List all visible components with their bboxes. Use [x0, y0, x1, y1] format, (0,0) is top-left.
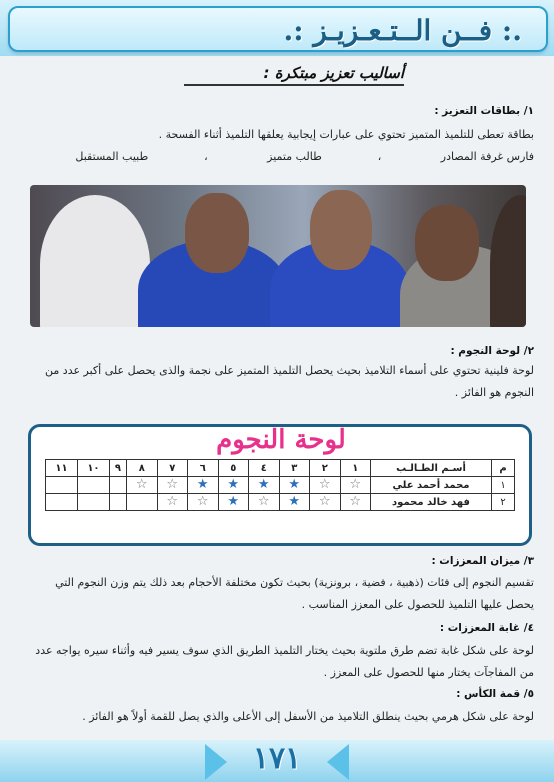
- page-arrow-left-icon: [205, 744, 227, 780]
- child-figure: [490, 195, 526, 327]
- section-2-line-1: لوحة فلينية تحتوي على أسماء التلاميذ بحيث يحصل التلميذ المتميز على نجمة والذى يحصل على أكبر عدد من: [45, 364, 534, 377]
- heading-underline: [184, 84, 404, 86]
- col-header-day: ٢: [310, 460, 341, 477]
- star-cell: [157, 477, 188, 494]
- star-outline-icon: ☆: [166, 494, 179, 509]
- section-1-text: [20, 124, 534, 168]
- star-cell: [46, 477, 78, 494]
- star-filled-icon: ★: [227, 477, 240, 492]
- col-header-name: أسـم الطـالـب: [371, 460, 492, 477]
- star-cell: [188, 494, 219, 511]
- table-row: [46, 494, 515, 511]
- section-2-heading: ٢/ لوحة النجوم :: [450, 345, 534, 357]
- star-outline-icon: ☆: [166, 477, 179, 492]
- star-cell: [218, 477, 249, 494]
- child-face: [185, 193, 249, 273]
- star-filled-icon: ★: [227, 494, 240, 509]
- table-row: [46, 477, 515, 494]
- section-3-line-1: تقسيم النجوم إلى فئات (ذهبية ، فضية ، برونزية) بحيث تكون مختلفة الأحجام بعد ذلك يتم وزن النجوم التي: [55, 576, 534, 589]
- row-num: ٢: [492, 494, 515, 511]
- star-cell: [218, 494, 249, 511]
- col-header-day: ٤: [249, 460, 280, 477]
- star-cell: [279, 477, 310, 494]
- col-header-day: ١١: [46, 460, 78, 477]
- col-header-day: ٩: [109, 460, 126, 477]
- section-3-text: [20, 572, 534, 616]
- col-header-day: ١: [340, 460, 371, 477]
- page-title: .: فــن الــتـعـزيـز :.: [283, 14, 522, 47]
- student-name: محمد أحمد علي: [371, 477, 492, 494]
- star-filled-icon: ★: [288, 477, 301, 492]
- section-3-heading: ٣/ ميزان المعززات :: [431, 555, 534, 567]
- star-cell: [109, 477, 126, 494]
- star-board-title: لوحة النجوم: [216, 425, 346, 455]
- star-cell: [310, 477, 341, 494]
- star-cell: [310, 494, 341, 511]
- col-header-day: ١٠: [78, 460, 110, 477]
- student-name: فهد خالد محمود: [371, 494, 492, 511]
- col-header-num: م: [492, 460, 515, 477]
- col-header-day: ٧: [157, 460, 188, 477]
- child-face: [415, 205, 479, 281]
- star-outline-icon: ☆: [257, 494, 270, 509]
- header-frame: [8, 6, 548, 52]
- star-filled-icon: ★: [196, 477, 209, 492]
- section-5-text: [20, 706, 534, 728]
- star-outline-icon: ☆: [318, 477, 331, 492]
- star-filled-icon: ★: [257, 477, 270, 492]
- row-num: ١: [492, 477, 515, 494]
- students-photo: [30, 185, 526, 327]
- star-cell: [340, 477, 371, 494]
- star-cell: [109, 494, 126, 511]
- star-outline-icon: ☆: [349, 477, 362, 492]
- star-cell: [279, 494, 310, 511]
- star-cell: [127, 494, 158, 511]
- page-arrow-right-icon: [327, 744, 349, 780]
- star-filled-icon: ★: [288, 494, 301, 509]
- section-3-line-2: يحصل عليها التلميذ للحصول على المعزز المناسب .: [301, 598, 534, 611]
- section-1-line-1: بطاقة تعطى للتلميذ المتميز تحتوي على عبارات إيجابية يعلقها التلميذ أثناء الفسحة .: [158, 128, 534, 141]
- star-cell: [249, 477, 280, 494]
- col-header-day: ٥: [218, 460, 249, 477]
- star-outline-icon: ☆: [135, 477, 148, 492]
- section-1-line-2: فارس غرفة المصادر ، طالب متميز ، طبيب المستقبل: [75, 150, 534, 163]
- star-cell: [78, 477, 110, 494]
- table-header-row: [46, 460, 515, 477]
- section-2-text: [20, 360, 534, 404]
- star-cell: [340, 494, 371, 511]
- main-heading: أساليب تعزيز مبتكرة :: [263, 64, 404, 82]
- col-header-day: ٦: [188, 460, 219, 477]
- child-figure: [40, 195, 150, 327]
- star-cell: [127, 477, 158, 494]
- star-outline-icon: ☆: [349, 494, 362, 509]
- star-outline-icon: ☆: [196, 494, 209, 509]
- star-table: [45, 459, 515, 511]
- star-board: [28, 424, 532, 546]
- section-4-text: [20, 640, 534, 684]
- section-5-line-1: لوحة على شكل هرمي بحيث ينطلق التلاميذ من الأسفل إلى الأعلى والذي يصل للقمة أولاً هو الفائز .: [82, 710, 534, 723]
- section-5-heading: ٥/ قمة الكأس :: [456, 688, 534, 700]
- child-face: [310, 190, 372, 270]
- star-outline-icon: ☆: [318, 494, 331, 509]
- star-cell: [78, 494, 110, 511]
- star-cell: [46, 494, 78, 511]
- section-2-line-2: النجوم هو الفائز .: [454, 386, 534, 399]
- page-number: ١٧١: [252, 741, 302, 776]
- section-4-line-1: لوحة على شكل غابة تضم طرق ملتوية بحيث يختار التلميذ الطريق الذي سوف يسير فيه وأثناء سيره يواجه عدد: [35, 644, 534, 657]
- section-4-heading: ٤/ غابة المعززات :: [439, 622, 534, 634]
- star-cell: [249, 494, 280, 511]
- col-header-day: ٣: [279, 460, 310, 477]
- col-header-day: ٨: [127, 460, 158, 477]
- star-cell: [188, 477, 219, 494]
- star-cell: [157, 494, 188, 511]
- section-1-heading: ١/ بطاقات التعزيز :: [434, 105, 534, 117]
- section-4-line-2: من المفاجآت يختار منها للحصول على المعزز .: [323, 666, 534, 679]
